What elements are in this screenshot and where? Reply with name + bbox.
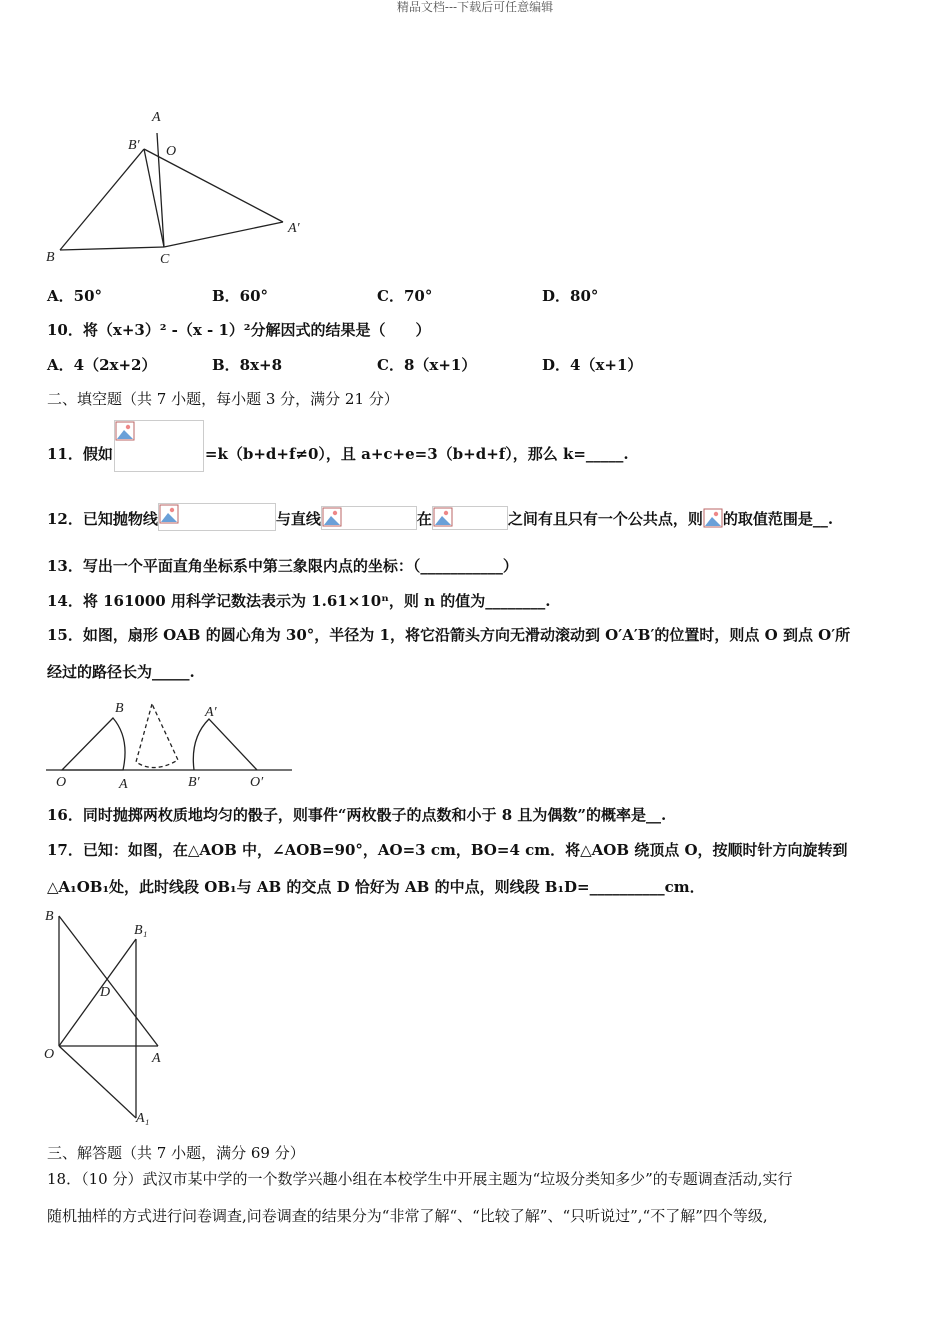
q17-rotation-figure <box>42 906 168 1128</box>
q12-line-image <box>321 506 417 530</box>
sector-dashed <box>136 704 178 768</box>
q9-option-d: D．80° <box>542 287 599 305</box>
label-b: B <box>115 701 124 716</box>
q10-stem: 10．将（x+3）² -（x - 1）²分解因式的结果是（ ） <box>47 321 431 339</box>
section2-title: 二、填空题（共 7 小题，每小题 3 分，满分 21 分） <box>47 390 399 408</box>
label-c: C <box>160 252 170 267</box>
label-a1: A₁ <box>136 1111 150 1126</box>
label-ap: A′ <box>288 221 300 236</box>
q11-line <box>47 438 629 472</box>
q12-suffix: 的取值范围是__. <box>722 510 834 528</box>
label-op: O′ <box>250 775 264 790</box>
q18-line1: 18．（10 分）武汉市某中学的一个数学兴趣小组在本校学生中开展主题为“垃圾分类知多少”的专题调查活动,实行 <box>47 1170 793 1188</box>
q12-prefix: 12．已知抛物线 <box>47 510 158 528</box>
segment-c-ap <box>164 222 283 247</box>
q16-text: 16．同时抛掷两枚质地均匀的骰子，则事件“两枚骰子的点数和小于 8 且为偶数”的概率是__. <box>47 806 667 824</box>
q15-line1: 15．如图，扇形 OAB 的圆心角为 30°，半径为 1，将它沿箭头方向无滑动滚动到 O′A′B′的位置时，则点 O 到点 O′所 <box>47 626 851 644</box>
label-d: D <box>100 985 111 1000</box>
broken-image-icon <box>115 421 135 441</box>
broken-image-icon <box>159 504 179 524</box>
label-b: B <box>46 250 55 265</box>
q11-prefix: 11．假如 <box>47 445 113 463</box>
section3-title: 三、解答题（共 7 小题，满分 69 分） <box>47 1144 305 1162</box>
q14-text: 14．将 161000 用科学记数法表示为 1.61×10ⁿ，则 n 的值为________. <box>47 592 551 610</box>
broken-image-icon <box>433 507 453 527</box>
q15-line2: 经过的路径长为_____. <box>47 663 195 681</box>
segment-o-b1 <box>59 939 136 1046</box>
q12-range-image <box>432 506 508 530</box>
q12-line <box>47 509 833 531</box>
q15-sector-figure <box>44 694 294 794</box>
segment-b-c <box>60 247 164 250</box>
q12-variable-image <box>703 508 723 528</box>
q17-line1: 17．已知：如图，在△AOB 中，∠AOB=90°，AO=3 cm，BO=4 cm．将△AOB 绕顶点 O，按顺时针方向旋转到 <box>47 841 848 859</box>
q9-triangle-figure <box>40 105 305 270</box>
sector-oabp <box>193 719 257 770</box>
q11-formula-image <box>114 420 204 472</box>
q12-mid2: 在 <box>416 510 432 528</box>
q9-option-b: B．60° <box>212 287 269 305</box>
q11-suffix: =k（b+d+f≠0），且 a+c+e=3（b+d+f），那么 k=_____. <box>204 445 629 463</box>
label-b: B <box>45 909 54 924</box>
q10-option-b: B．8x+8 <box>212 356 283 374</box>
label-ap: A′ <box>205 705 217 720</box>
label-o: O <box>56 775 67 790</box>
broken-image-icon <box>703 508 723 528</box>
q12-parabola-image <box>158 503 276 531</box>
segment-bp-ap <box>144 149 283 222</box>
label-a: A <box>119 777 128 792</box>
q10-option-d: D．4（x+1） <box>542 356 643 374</box>
q9-option-a: A．50° <box>47 287 103 305</box>
q12-mid1: 与直线 <box>275 510 321 528</box>
q13-text: 13．写出一个平面直角坐标系中第三象限内点的坐标：（___________） <box>47 557 518 575</box>
q10-option-a: A．4（2x+2） <box>47 356 157 374</box>
broken-image-icon <box>322 507 342 527</box>
label-b1: B₁ <box>134 923 148 938</box>
segment-b-bp <box>60 149 144 250</box>
q12-mid3: 之间有且只有一个公共点，则 <box>507 510 703 528</box>
page-header: 精品文档---下载后可任意编辑 <box>396 0 554 14</box>
label-o: O <box>44 1047 55 1062</box>
label-o: O <box>166 144 177 159</box>
label-bp: B′ <box>128 138 140 153</box>
label-a: A <box>152 110 161 125</box>
label-bp: B′ <box>188 775 200 790</box>
sector-oab <box>62 718 125 770</box>
q18-line2: 随机抽样的方式进行问卷调查,问卷调查的结果分为“非常了解“、“比较了解”、“只听说过”,“不了解”四个等级, <box>47 1207 768 1225</box>
label-a: A <box>152 1051 161 1066</box>
segment-o-a1 <box>59 1046 136 1118</box>
q10-option-c: C．8（x+1） <box>377 356 477 374</box>
q17-line2: △A₁OB₁处，此时线段 OB₁与 AB 的交点 D 恰好为 AB 的中点，则线段 B₁D=__________cm． <box>47 878 705 896</box>
q9-option-c: C．70° <box>377 287 433 305</box>
